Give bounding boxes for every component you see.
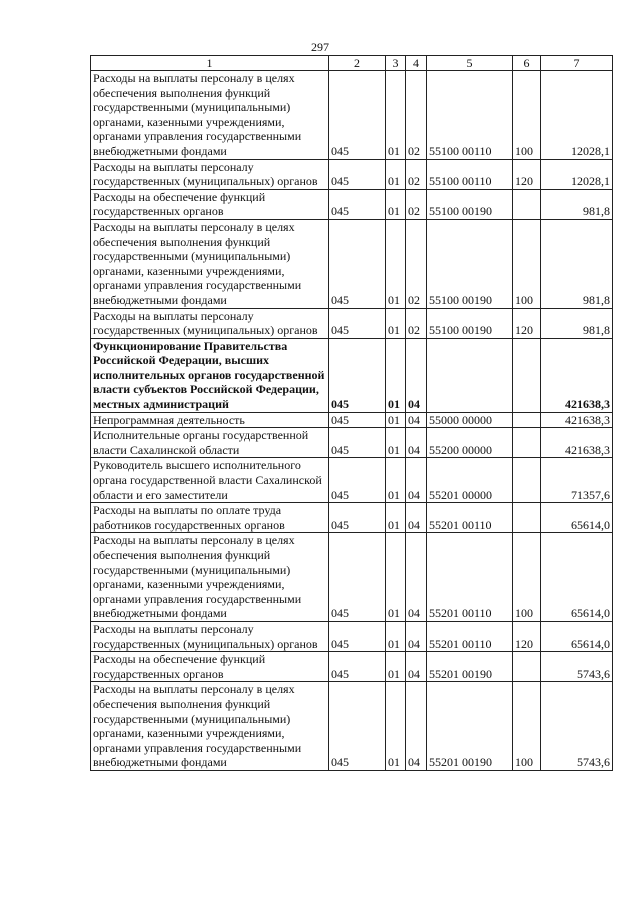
cell-ministry-code: 045 xyxy=(329,219,386,308)
cell-target-article: 55200 00000 xyxy=(427,428,513,458)
cell-ministry-code: 045 xyxy=(329,458,386,503)
table-row xyxy=(91,652,613,682)
cell-expense-type xyxy=(513,503,541,533)
cell-section-code: 01 xyxy=(386,189,406,219)
row-description: Расходы на выплаты по оплате труда работников государственных органов xyxy=(91,503,329,533)
cell-subsection-code: 04 xyxy=(406,682,427,771)
cell-section-code: 01 xyxy=(386,428,406,458)
cell-target-article: 55201 00000 xyxy=(427,458,513,503)
cell-section-code: 01 xyxy=(386,338,406,412)
page-number: 297 xyxy=(311,40,329,54)
cell-amount: 981,8 xyxy=(541,219,613,308)
cell-amount: 981,8 xyxy=(541,308,613,338)
row-description: Расходы на выплаты персоналу государственных (муниципальных) органов xyxy=(91,159,329,189)
cell-ministry-code: 045 xyxy=(329,71,386,160)
cell-amount: 421638,3 xyxy=(541,338,613,412)
cell-subsection-code: 04 xyxy=(406,428,427,458)
cell-section-code: 01 xyxy=(386,159,406,189)
cell-target-article xyxy=(427,338,513,412)
cell-target-article: 55100 00110 xyxy=(427,71,513,160)
table-row xyxy=(91,159,613,189)
cell-subsection-code: 04 xyxy=(406,533,427,622)
cell-amount: 421638,3 xyxy=(541,428,613,458)
cell-subsection-code: 04 xyxy=(406,621,427,651)
cell-section-code: 01 xyxy=(386,682,406,771)
row-description: Расходы на выплаты персоналу государственных (муниципальных) органов xyxy=(91,308,329,338)
cell-amount: 5743,6 xyxy=(541,652,613,682)
row-description: Исполнительные органы государственной власти Сахалинской области xyxy=(91,428,329,458)
cell-expense-type xyxy=(513,652,541,682)
cell-subsection-code: 02 xyxy=(406,159,427,189)
cell-subsection-code: 02 xyxy=(406,308,427,338)
budget-table xyxy=(90,55,613,771)
column-header: 7 xyxy=(541,56,613,71)
row-description: Руководитель высшего исполнительного органа государственной власти Сахалинской области и его заместители xyxy=(91,458,329,503)
column-header: 6 xyxy=(513,56,541,71)
table-row xyxy=(91,503,613,533)
row-description: Расходы на выплаты персоналу государственных (муниципальных) органов xyxy=(91,621,329,651)
cell-amount: 421638,3 xyxy=(541,412,613,428)
cell-ministry-code: 045 xyxy=(329,652,386,682)
cell-expense-type: 120 xyxy=(513,621,541,651)
cell-expense-type: 100 xyxy=(513,533,541,622)
cell-expense-type: 120 xyxy=(513,159,541,189)
cell-subsection-code: 04 xyxy=(406,458,427,503)
cell-section-code: 01 xyxy=(386,308,406,338)
cell-expense-type xyxy=(513,428,541,458)
column-header: 2 xyxy=(329,56,386,71)
cell-target-article: 55100 00190 xyxy=(427,219,513,308)
cell-target-article: 55201 00110 xyxy=(427,621,513,651)
cell-subsection-code: 04 xyxy=(406,503,427,533)
cell-section-code: 01 xyxy=(386,219,406,308)
table-row xyxy=(91,458,613,503)
cell-subsection-code: 04 xyxy=(406,412,427,428)
cell-target-article: 55201 00110 xyxy=(427,503,513,533)
cell-ministry-code: 045 xyxy=(329,503,386,533)
cell-amount: 12028,1 xyxy=(541,71,613,160)
table-row xyxy=(91,621,613,651)
table-row xyxy=(91,338,613,412)
cell-subsection-code: 02 xyxy=(406,71,427,160)
cell-target-article: 55201 00110 xyxy=(427,533,513,622)
cell-section-code: 01 xyxy=(386,412,406,428)
cell-expense-type xyxy=(513,189,541,219)
cell-amount: 71357,6 xyxy=(541,458,613,503)
cell-amount: 65614,0 xyxy=(541,503,613,533)
cell-amount: 12028,1 xyxy=(541,159,613,189)
row-description: Расходы на выплаты персоналу в целях обеспечения выполнения функций государственными (муниципальными) органами, казенными учреждениями, органами управления государственными внебюджетными фондами xyxy=(91,219,329,308)
table-row xyxy=(91,189,613,219)
cell-amount: 65614,0 xyxy=(541,533,613,622)
row-description: Расходы на обеспечение функций государственных органов xyxy=(91,652,329,682)
cell-expense-type xyxy=(513,338,541,412)
row-description: Расходы на обеспечение функций государственных органов xyxy=(91,189,329,219)
table-row xyxy=(91,533,613,622)
column-header: 5 xyxy=(427,56,513,71)
cell-target-article: 55100 00190 xyxy=(427,189,513,219)
cell-section-code: 01 xyxy=(386,621,406,651)
cell-ministry-code: 045 xyxy=(329,428,386,458)
cell-ministry-code: 045 xyxy=(329,338,386,412)
cell-expense-type: 100 xyxy=(513,682,541,771)
cell-target-article: 55100 00190 xyxy=(427,308,513,338)
cell-ministry-code: 045 xyxy=(329,308,386,338)
cell-expense-type: 120 xyxy=(513,308,541,338)
cell-ministry-code: 045 xyxy=(329,189,386,219)
row-description: Расходы на выплаты персоналу в целях обеспечения выполнения функций государственными (муниципальными) органами, казенными учреждениями, органами управления государственными внебюджетными фондами xyxy=(91,682,329,771)
column-header: 1 xyxy=(91,56,329,71)
cell-expense-type: 100 xyxy=(513,71,541,160)
cell-target-article: 55000 00000 xyxy=(427,412,513,428)
cell-subsection-code: 02 xyxy=(406,189,427,219)
cell-ministry-code: 045 xyxy=(329,621,386,651)
column-header: 4 xyxy=(406,56,427,71)
table-body xyxy=(91,71,613,771)
row-description: Функционирование Правительства Российской Федерации, высших исполнительных органов государственной власти субъектов Российской Федерации, местных администраций xyxy=(91,338,329,412)
row-description: Расходы на выплаты персоналу в целях обеспечения выполнения функций государственными (муниципальными) органами, казенными учреждениями, органами управления государственными внебюджетными фондами xyxy=(91,533,329,622)
cell-section-code: 01 xyxy=(386,503,406,533)
table-row xyxy=(91,428,613,458)
cell-ministry-code: 045 xyxy=(329,412,386,428)
cell-subsection-code: 02 xyxy=(406,219,427,308)
cell-ministry-code: 045 xyxy=(329,159,386,189)
cell-amount: 65614,0 xyxy=(541,621,613,651)
cell-ministry-code: 045 xyxy=(329,533,386,622)
cell-ministry-code: 045 xyxy=(329,682,386,771)
cell-target-article: 55201 00190 xyxy=(427,682,513,771)
cell-subsection-code: 04 xyxy=(406,338,427,412)
row-description: Непрограммная деятельность xyxy=(91,412,329,428)
table-row xyxy=(91,682,613,771)
cell-target-article: 55100 00110 xyxy=(427,159,513,189)
cell-amount: 981,8 xyxy=(541,189,613,219)
column-header: 3 xyxy=(386,56,406,71)
table-row xyxy=(91,71,613,160)
cell-expense-type: 100 xyxy=(513,219,541,308)
table-row xyxy=(91,412,613,428)
cell-section-code: 01 xyxy=(386,533,406,622)
table-header-row xyxy=(91,56,613,71)
cell-target-article: 55201 00190 xyxy=(427,652,513,682)
table-row xyxy=(91,219,613,308)
cell-section-code: 01 xyxy=(386,458,406,503)
cell-section-code: 01 xyxy=(386,71,406,160)
cell-section-code: 01 xyxy=(386,652,406,682)
cell-subsection-code: 04 xyxy=(406,652,427,682)
cell-expense-type xyxy=(513,458,541,503)
cell-expense-type xyxy=(513,412,541,428)
table-row xyxy=(91,308,613,338)
row-description: Расходы на выплаты персоналу в целях обеспечения выполнения функций государственными (муниципальными) органами, казенными учреждениями, органами управления государственными внебюджетными фондами xyxy=(91,71,329,160)
cell-amount: 5743,6 xyxy=(541,682,613,771)
